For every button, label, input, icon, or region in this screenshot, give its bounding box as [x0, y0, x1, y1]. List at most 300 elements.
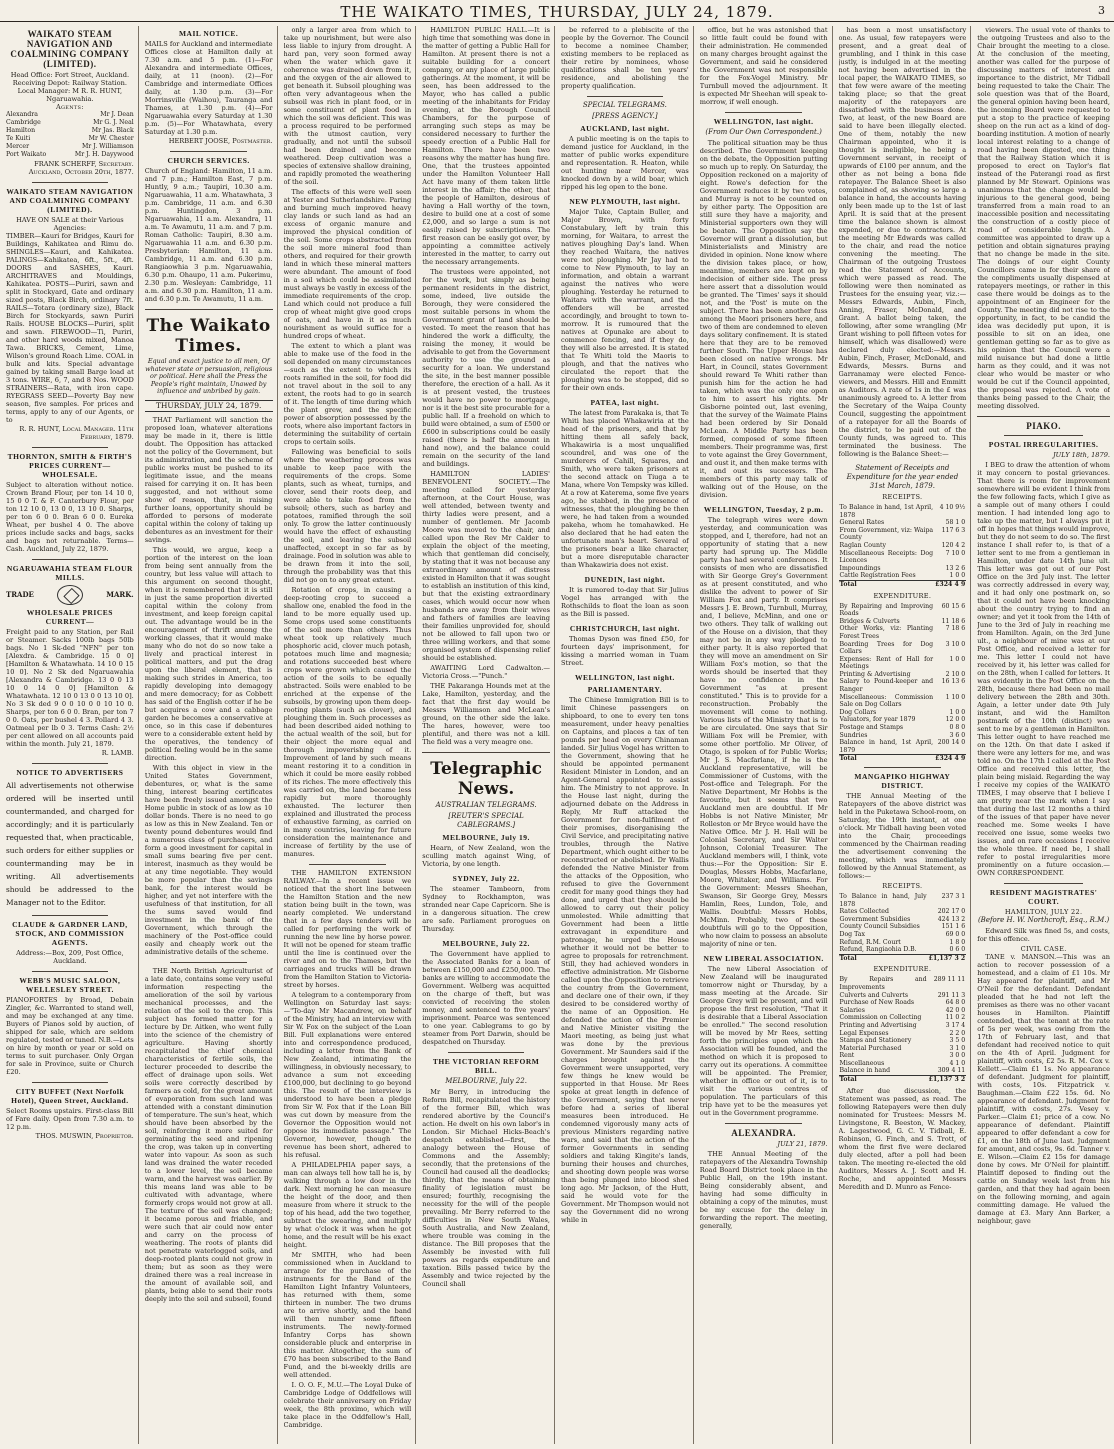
leader-article: [145, 416, 273, 956]
balance-item: Total: [839, 580, 935, 588]
coal-body: TIMBER—Kauri for Bridges, Kauri for Buildings, Kahikatea and Rimu do. SHINGLES—Kauri, and Kahikatea. PALINGS—Kahikatea, 6ft., 5ft., 4ft. DOORS and SASHES, Kauri. ARCHITRAVES and Mouldings, Kahikatea. POSTS—Puriri, sawn and split in Stockyard, Gate and ordinary sized posts, Black Birch, ordinary 7ft. RAILS—Totara (ordinary size), Black Birch for Stockyards, sawn Puriri Rails. HOUSE BLOCKS—Puriri, split and sawn. FIREWOOD—Ti, Puriri, and other hard woods mixed, Manoa Tawa. BRICKS, Cement, Lime, Wilson's ground Roach Lime. COAL in bulk and kits. Special advantage gained by taking small Barge load at 3 tons. WIRE, 6, 7, and 8 Nos. WOOD STRAINERS—Rata, with iron cape. RYEGRASS SEED—Poverty Bay new season, five samples. For prices and terms, apply to any of our Agents, or to: [6, 232, 134, 424]
balance-row: [839, 656, 967, 671]
sydney-head: SYDNEY, July 22.: [452, 874, 520, 883]
church-services: [145, 156, 273, 303]
gardner-ad: [6, 920, 134, 965]
paper-title: The Waikato Times.: [146, 316, 271, 356]
alex-cont: has been a most unsatisfactory one. As usual, few ratepayers were present, and a great deal of grumbling, and I think in this case justly, is indulged in at the meeting not having been advertised in the local paper, the WAIKATO TIMES, so that few were aware of the meeting taking place; so that the great majority of the ratepayers are dissatisfied with the business done. Two, at least, of the new Board are said to have been illegally elected. One of them, notably the new Chairman appointed, who it is thought is ineligible, he being a Government servant, in receipt of upwards of £100 per annum, and the other as not being a bona fide ratepayer. The Balance Sheet is also complained of, as showing so large a balance in hand, the accounts having only been made up to the 1st of last April. It is said that at the present time the balance shown is almost expended, or due to contractors. At the meeting Mr Edwards was called to the chair, and read the notice convening the meeting. The Chairman of the outgoing Trustees read the Statement of Accounts, which were passed as read. The following were then nominated as Trustees for the ensuing year, viz.:—Messrs Edwards, Aubin, Finch, Anning, Fraser, McDonald, and Grant. A ballot being taken, the following, after some wrangling (Mr Grant wishing to poll fifteen votes for himself, which was disallowed) were declared duly elected:—Messrs. Aubin, Finch, Fraser, McDonald, and Edwards, Messrs. Burns and Garranamay were elected Fence-viewers, and Messrs. Hill and Emmitt as Auditors. A rate of 1s in the £ was unanimously agreed to. A letter from the Secretary of the Waipa County Council, suggesting the appointment of a ratepayer for all the Boards of the district, to be paid out of the County funds, was agreed to. This terminated the business. The following is the Balance Sheet:—: [838, 26, 967, 458]
webb-body: PIANOFORTES by Broad, Debain Zingler, &c. Warranted to stand well, and may be exchanged at any time. Buyers of Pianos sold by auction, of shipped for sale, which are seldom regulated, tested or tuned. N.B.—Lets on hire by month or year or sold on terms to suit purchaser. Only Organ for sale in Province, suite or Church £20.: [6, 996, 134, 1076]
agent-name: Mr J. Williamson: [81, 143, 134, 150]
parl-body: The Chinese Immigration Bill is to limit Chinese passengers on shipboard, to one to every ten tons measurement, under heavy penalties on Captains, and places a tax of ten pounds per head on every Chinaman landed. Sir Julius Vogel has written to the Government, showing that he should be appointed permanent Resident Minister in London, and an Agent-General appointed to assist him. The Ministry to not approve. In the House last night, during the adjourned debate on the Address in Reply, Mr Ruff attacked the Government for non-fulfilment of their promises, disorganising the Civil Service, and precipitating native troubles, through the Native Department, which ought either to be reconstructed or abolished. Dr Wallis defended the Native Minister from the attacks of the Opposition, who refused to give the Government credit for many good things they had done, and urged that they should be allowed to carry out their policy unmolested. While admitting that Government had been a little extravagant in expenditure and patronage, he urged the House whether it would not be better to agree to proposals for retrenchment. Still, they had achieved wonders in effective administration. Mr Gisborne called upon the Opposition to retrieve the country from the Government, and declare one of their own, if they desired to be considered worthy of the name of an Opposition. He defended the action of the Premier and Native Minister visiting the Maori meeting, as being just what was done by the previous Government. Mr Saunders said if the charges brought against the Government were unsupported, very few things he knew would be supported in that House. Mr Rees spoke at great length in defence of the Government, saying that never before had a series of liberal measures been introduced. He condemned vigorously many acts of previous Ministers regarding native wars, and said that the action of the former Governments in sending soldiers and taking Kingite's lands, burning their houses and churches, and shooting down people was worse than being plunged into blood shed long ago. Mr Jackson, of the Hutt, said he would vote for the Government. Mr Thompson would not say the Government did no wrong while in: [561, 696, 689, 1224]
paper-motto: Equal and exact justice to all men, Of whatever state or persuasion, religious or political. Here shall the Press the People's right maintain, Unawed by influence and unbribed by gain.: [145, 357, 273, 396]
lib-head: NEW LIBERAL ASSOCIATION.: [703, 954, 824, 963]
balance-row: [839, 976, 967, 991]
pakanga-para: THE Pakaranga Hounds met at the Lake, Hamilton, yesterday, and the fact that the first day would be Messrs Williamson and McLean's ground, on the other side the lake. The hares, however, were too plentiful, and there was not a kill. The field was a very meagre one.: [422, 682, 550, 746]
agent-row: [6, 119, 134, 127]
mang-cont2: viewers. The usual vote of thanks to the outgoing Trustees and also to the Chair brought the meeting to a close. At the conclusion of the meeting, another was called for the purpose of discussing matters of interest and importance to the district, Mr Tidball being requested to take the Chair. The sole question was that of the Board, the general opinion having been heard, the incoming Board were requested to put a stop to the practice of keeping sheep on the run act as a kind of dog-boarding institution. A motion of nearly local interest relating to a change of road having been digested, one thing that the Railway Station which it is proposed to erect on Taylor's flat instead of the Paterangi road as first planned by Mr Stewart. Opinions was unanimous that the change would be injurious to the general good, being transferred from a main road to an inaccessible position and necessitating the construction of a costly piece of road of considerable length. A committee was appointed to draw up a petition and obtain signatures praying that no change be made in the site. The doings of our eight County Councillors came in for their share of the compliments usually dispensed at ratepayers meetings, or rather in this case there would be doings as to the appointment of an Engineer for the County. The meeting did not rise to the opportunity, in fact, to be candid the idea was decidedly put upon, it is possible to sit on an idea, one gentleman getting so far as to give as his opinion that the Council were a mild nuisance but had done a little harm as they could, and it was not clear who would be master or who would be cut if the Council appointed, the proposal was rejected. A vote of thanks being passed to the Chair, the meeting dissolved.: [977, 26, 1110, 410]
notice-body: All advertisements not otherwise ordered will be inserted until countermanded, and charged for accordingly; and it is particularly requested that, when practicable, such orders for either supplies or countermanding may be in writing. All advertisements should be addressed to the Manager not to the Editor.: [6, 781, 134, 907]
balance-row: [839, 939, 967, 947]
balance-amount: £1,137 3 2: [928, 1076, 966, 1084]
melb1-body: Hearn, of New Zealand, won the sculling match against Wing, of Victoria, by one length.: [422, 844, 550, 868]
balance-amount: 3 1 0: [949, 1044, 966, 1052]
mang-head: MANGAPIKO HIGHWAY DISTRICT.: [854, 772, 951, 790]
balance-amount: £324 4 9: [935, 755, 966, 763]
agent-row: [6, 127, 134, 135]
balance-amount: 7 18 6: [945, 625, 966, 633]
divider: [32, 763, 109, 764]
balance-amount: 1 0 0: [949, 572, 966, 580]
balance-amount: 117 6 3: [941, 526, 966, 534]
melbourne-1: [422, 833, 550, 868]
agent-place: Mercer: [6, 143, 30, 150]
balance-row: [839, 641, 967, 656]
parl-cont: office, but he was astonished that so little fault could be found with their administration. He commended on many charges brought against the Government, and said he considered the Government was not responsible for the Fox-Vogel Ministry. Mr Turnbull moved the adjournment. It is expected Mr Sheehan will speak to-morrow, if well enough.: [699, 26, 828, 106]
divider: [448, 1052, 525, 1053]
patea-head: PATEA, last night.: [590, 398, 660, 407]
church-head: CHURCH SERVICES.: [167, 156, 250, 165]
balance-row: [839, 1022, 967, 1030]
balance-item: Cattle Registration Fees: [839, 572, 916, 580]
benefit-para: HAMILTON LADIES' BENEVOLENT SOCIETY.—The meeting called for yesterday afternoon, at the Court House, was well attended, between twenty and thirty ladies were present, and a number of gentlemen. Mr Jacomb Moore was moved to the chair, and called upon the Rev Mr Calder to explain the object of the meeting, which that gentleman did concisely, by stating that it was not because any extraordinary amount of distress existed in Hamilton that it was sought to establish an institution of this kind, but that the existing extraordinary cases, which would occur now when husbands are away from their wives and fathers of families are leaving their families unprovided for, should not be allowed to fall upon two or three willing workers, and that some organised system of dispensing relief should be established.: [422, 470, 550, 662]
column-2: [145, 26, 278, 1444]
balance-amount: 2 2 0: [949, 1029, 966, 1037]
balance-row: [839, 527, 967, 542]
mang-exp-label: EXPENDITURE.: [873, 965, 932, 974]
balance-row: [839, 504, 967, 519]
agriculture-continued: [284, 26, 412, 858]
wellington-news: [700, 117, 828, 499]
balance-amount: 11 18 6: [941, 617, 966, 625]
balance-item: Refund, R.M. Court: [839, 938, 901, 946]
agent-row: [6, 135, 134, 143]
mang-expenditure-table: [839, 976, 967, 1083]
gardner-head: CLAUDE & GARDNER LAND, STOCK, AND COMMISSION AGENTS.: [12, 920, 128, 947]
alexandra-report: [700, 1128, 828, 1230]
balance-row: [839, 565, 967, 573]
mang-receipts-label: RECEIPTS.: [882, 882, 923, 890]
balance-amount: 58 1 0: [945, 519, 966, 527]
balance-item: Purchase of New Roads: [839, 999, 915, 1007]
alex-date: JULY 21, 1879.: [777, 1140, 828, 1148]
rm-court: [977, 888, 1110, 1225]
balance-item: Printing and Advertising: [839, 1021, 917, 1029]
leader-para: THAT Parliament will sanction the proposed loan, whatever alterations may be made in it, there is little doubt. The Opposition has attacked not the policy of the Government, but its administration, and the scheme of public works must be pushed to its legitimate issue, and the means raised for carrying it on. It has been suggested, and not without some show of reason, that, in raising further loans, opportunity should be afforded to persons of moderate capital within the colony of taking up debentures as an investment for their savings.: [144, 415, 273, 544]
balance-item: Other Works, viz: Planting Forest Trees: [839, 625, 934, 640]
divider: [725, 1123, 802, 1124]
wholesale-body: Freight paid to any Station, per Rail or Steamer. Sacks 100lb bags 50lb bags. No 1 Sk-ded "NFN" per ton [Alexdra. & Cambridge. 15 0 0] [Hamilton & Whatawhata. 14 10 0 15 10 0]. No 2 Sk ded Ngaruawahia [Alexandra & Cambridge. 13 0 0 13 10 0 14 0 0] [Hamilton & Whatawhata. 12 10 0 13 0 0 13 10 0]. No 3 Sk ded 9 0 0 10 0 0 10 10 0. Sharps, per ton 6 0 0. Bran, per ton 7 0 0. Oats, per bushel 4 3. Pollard 4 3. Oatmeal per lb 0 3. Terms Cash: 2½ per cent allowed on all accounts paid within the month. July 21, 1879.: [6, 628, 134, 748]
balance-amount: 3 17 4: [945, 1021, 966, 1029]
balance-amount: 2 10 0: [945, 670, 966, 678]
patea-news: [561, 398, 689, 569]
balance-item: County Council Subsidies: [839, 923, 920, 931]
mang-body: THE Annual Meeting of the Ratepayers of the above district was held in the Puketawa School-room, on Saturday, the 19th instant, at one o'clock. Mr Tidball having been voted into the Chair, proceedings commenced by the Chairman reading the advertisement convening the meeting, which was immediately followed by the Annual Statement, as follows:—: [838, 792, 967, 880]
balance-row: [839, 908, 967, 916]
wgtn2-body: The political situation may be thus described. The Government keeping on the debate, the Opposition putting so much up to reply. On Saturday, the Opposition reckoned on a majority of eight. Rowe's defection for the Government reduces it by two votes, and Murray is not to be counted on by either party. The Opposition are still sure they have a majority, and Ministerial supporters own they will be beaten. The Opposition say the Governor will grant a dissolution, but Ministerialists and Ministry are divided in opinion. None know where the division takes place, or how, meantime, members are kept on by indecision of either side. The press here assert that a dissolution would be granted. The 'Times' says it should not, and the 'Post' is mute on the subject. There has been another fuss among the Maori prisoners here, and two of them are condemned to eleven days solitary confinement. It is stated here that they are to be removed further South. The Upper House has been closed on native wrongs. Mr Hart, in Council, states Government should reward Te Whiti rather than punish him for the action he had taken, which was the only one open to him to assert his rights. Mr Gisborne pointed out, last evening, that the survey of the Waimate Plains had been ordered by Sir Donald McLean. A Middle Party has been formed, composed of some fifteen members. Their programme was, first to vote against the Grey Government, and oust it, and then make terms with it, and oust its successors. The members of this party may talk of walking out of the House, on the division.: [699, 139, 828, 499]
wgtn3-head: WELLINGTON, Tuesday, 2 p.m.: [703, 505, 824, 514]
divider: [309, 864, 386, 865]
balance-amount: 4 1 0: [949, 1059, 966, 1067]
balance-row: [839, 1052, 967, 1060]
balance-total-row: [839, 755, 967, 763]
parliamentary-continued: [700, 26, 828, 106]
balance-amount: 7 10 0: [945, 549, 966, 557]
balance-item: Salary to Pound-keeper and Ranger: [839, 678, 934, 694]
balance-amount: 64 8 0: [945, 999, 966, 1007]
alex-stmt-title: Statement of Receipts and Expenditure for the year ended 31st March, 1879.: [846, 464, 959, 490]
alex-receipts-label: RECEIPTS.: [882, 493, 923, 501]
balance-item: By Repairs and Improvements: [839, 976, 927, 991]
chch-body: Thomas Dyson was fined £50, for fourteen days' imprisonment, for kissing a married woman in Tuam Street.: [561, 635, 689, 667]
balance-amount: 202 17 0: [937, 908, 966, 916]
nply-head: NEW PLYMOUTH, last night.: [569, 197, 681, 206]
balance-amount: 4 10 9½: [939, 504, 966, 511]
agent-place: Te Kuiti: [6, 135, 31, 142]
leader-para: This would, we argue, keep a portion of the interest on the loan from being sent annually from the country, but less value will attach to this argument on second thought, when it is remembered that it is still in just the same proportion diverted capital within the colony from investment, and keep foreign capital out. The advantage would be in the encouragement of thrift among the working classes, that it would make many who do not do so now take a lively and practical interest in political matters, and put the drag upon the liberal element, that is making such strides in America, too rapidly developing into demagogy and mere democracy; for as Cobbett has said of the English cotter if he be but acquires a cow and a cabbage garden he becomes a conservative at once, so in this case if debentures were to a considerable extent held by the operatives, the tendency of political feeling would be in the same direction.: [144, 545, 273, 762]
hall-para: HAMILTON PUBLIC HALL.—It is high time that something was done in the matter of getting a Public Hall for Hamilton. At present there is not a suitable building for a concert company, or any place of large public gatherings. At the moment, it will be seen, has been addressed to the Mayor, who has called a public meeting of the inhabitants for Friday evening, at the Borough Council Chambers, for the purpose of arranging such steps as may be considered necessary to further the speedy erection of a Public Hall for Hamilton. There have been two reasons why the matter has hung fire. One, that the trustees appointed under the Hamilton Volunteer Hall Act have many of them taken little interest in the affair; the other, that the people of Hamilton, desirous of having a Hall worthy of the town, desire to build one at a cost of some £2,000, and so large a sum is not easily raised by subscriptions. The first reason can be easily got over, by appointing a committee actively interested in the matter, to carry out the necessary arrangements.: [422, 26, 550, 266]
divider: [1004, 883, 1084, 884]
balance-amount: 3 5 0: [949, 1037, 966, 1045]
auckland-news: [561, 124, 689, 191]
agents-title: Agents:: [55, 103, 84, 111]
mills-ad: [6, 564, 134, 757]
nply-body: Major Tuke, Captain Buller, and Major Brown, with forty Constabulary, left by train this morning, for Waitara, to arrest the natives ploughing Day's land. When they reached Waitara, the natives were not ploughing. Mr Jay had to come to New Plymouth, to lay an information, and obtain a warrant against the natives who were ploughing. Yesterday he returned to Waitara with the warrant, and the offenders will be arrested accordingly, and brought to town to-morrow. It is rumoured that the natives at Opunake are about to commence fencing, and if they do, they will also be arrested. It is stated that Te Whiti told the Maoris to plough, and that the natives who circulated the report that the ploughing was to be stopped, did so for their own ends.: [561, 208, 689, 392]
rm-civil-head: CIVIL CASE.: [1020, 945, 1067, 953]
balance-total-row: [839, 580, 967, 588]
masthead: [0, 0, 1114, 22]
balance-amount: 13 2 6: [945, 564, 966, 572]
buffet-ad: [6, 1087, 134, 1140]
balance-amount: 289 11 11: [933, 976, 966, 984]
balance-row: [839, 572, 967, 580]
agri-para: only a larger area from which to take up nourishment, but were also less liable to injury from drought. A hard pan, very soon formed away when the water which gave it coherence was drained down from it, and the oxygen of the air allowed to get beneath it. Subsoil ploughing was often very advantageous when the subsoil was rich in plant food, or in some constituent of plant food in which the soil was deficient. This was a process required to be performed with the utmost caution, very gradually, and not until the subsoil had been drained and become weathered. Deep cultivation was a species of extensive shallow draining, and rapidly promoted the weathering of the soil.: [283, 26, 412, 186]
alex-head: ALEXANDRA.: [731, 1128, 796, 1138]
rm-head: RESIDENT MAGISTRATES' COURT.: [989, 888, 1098, 906]
hall-para: The trustees were appointed, not for the work, but simply as being permanent residents in the district, some, indeed, live outside the Borough, they were considered the most suitable persons in whom the Government grant of land should be vested. To meet the reason that has hindered the work a difficulty, the raising the money, it would be advisable to get from the Government authority to use the ground as security for a loan. We understand the site, in the best manner possible therefore, the erection of a hall. As it is at present vested, the trustees would have no power to mortgage, nor is it the best site procurable for a public hall. If a freehold on which to build were obtained, a sum of £500 or £600 in subscriptions could be easily raised (there is half the amount in hand now), and the balance could remain on the security of the land and buildings.: [422, 268, 550, 468]
wholesale-head: WHOLESALE PRICES CURRENT—: [26, 608, 113, 626]
band-para: Mr SMITH, who had been commissioned when in Auckland to arrange for the purchase of the instruments for the Band of the Hamilton Light Infantry Volunteers, has returned with them, some thirteen in number. The two drums are to arrive shortly, and the band will then number some fifteen instruments. The newly-formed Infantry Corps has shown considerable pluck and enterprise in this matter. Altogether, the sum of £70 has been subscribed to the Band Fund, and the bi-weekly drills are well attended.: [283, 1251, 412, 1379]
notice-ad: [6, 768, 134, 909]
balance-row: [839, 992, 967, 1000]
alex-receipts-table: [839, 504, 967, 589]
reform-head: THE VICTORIAN REFORM BILL.: [432, 1057, 540, 1075]
balance-amount: 1 0 0: [949, 655, 966, 663]
sydney-body: The steamer Tambeorn, from Sydney to Rockhampton, was stranded near Cape Capricorn. She is in a dangerous situation. The crew are safe. Parliament prorogues on Thursday.: [422, 885, 550, 933]
parliamentary-news: [561, 673, 689, 1224]
piako-head: PIAKO.: [1026, 421, 1061, 431]
balance-row: [839, 550, 967, 565]
balance-item: Sundries: [839, 731, 868, 739]
column-5: [561, 26, 694, 1444]
balance-item: Boarding Trees for Dog Collars: [839, 640, 934, 656]
balance-item: Balance in hand: [839, 1067, 891, 1075]
auck-body: A public meeting is on the tapis to demand justice for Auckland, in the matter of public works expenditure and representation. R. Heaton, while out hunting near Mercer, was knocked down by a wild boar, which ripped his leg open to the bone.: [561, 135, 689, 191]
webb-head: WEBB'S MUSIC SALOON, WELLESLEY STREET.: [19, 976, 121, 994]
balance-row: [839, 1007, 967, 1015]
balance-row: [839, 916, 967, 924]
balance-item: Culverts and Culverts: [839, 991, 909, 999]
auck-head: AUCKLAND, last night.: [580, 124, 670, 133]
balance-item: Miscellaneous: Commission Sale on Dog Collars: [839, 693, 934, 709]
balance-item: Rent: [839, 1052, 855, 1060]
mail-head: MAIL NOTICE.: [178, 29, 239, 38]
balance-amount: 1 0 0: [949, 708, 966, 716]
balance-row: [839, 1037, 967, 1045]
wgtn3-body: The telegraph wires were down yesterday, and communication was stopped, and I, therefore, had not an opportunity of stating that a new party had sprung up. The Middle party has had several conferences. It consists of men who are dissatisfied with Sir George Grey's Government as at present constituted, and who dislike the advent to power of Sir William Fox and party. It comprises Messrs J. E. Brown, Turnbull, Murray, and, I believe, McMinn, and one or two others. They talk of walking out of the House on a division, that they may not be in any way pledged to either party. It is also reported that they will move an amendment on Sir William Fox's motion, so that the words should be inserted that they have no confidence in the Government "as at present constituted." This is to provide for a reconstruction. Probably the movement will come to nothing. Various lists of the Ministry that is to be are circulated. One says that Sir William Fox will be Premier, with some other portfolio. Mr Oliver, of Otago, is spoken of for Public Works; Mr J. S. Macfarlane, if he is the Auckland representative, will be Commissioner of Customs, with the Post-office and Telegraph. For the Native Department, Mr Hobbs is the favourite, but it seems that two Auckland men are doubtful. If Mr Hobbs is not Native Minister, Mr Rolleston or Mr Bryce would have the Native Office. Mr J. H. Hall will be Colonial Secretary, and Sir Walter Johnson, Colonial Treasurer. The Auckland members will, I think, vote thus:—For the Opposition: Sir E. Douglas, Messrs Hobbs, Macfarlane, Moore, Whitaker, and Williams. For the Government: Messrs Sheehan, Swanson, Sir George Grey, Messrs Hamlin, Rees, Lundon, Tole, and Wallis. Doubtful: Messrs Hobbs, McMinn. Probably, two of these doubtfuls will go to the Opposition, who now claim to possess an absolute majority of nine or ten.: [699, 516, 828, 948]
column-3: [284, 26, 417, 1444]
trade-mark: [6, 585, 134, 605]
divider: [32, 915, 109, 916]
coal-ad: [6, 187, 134, 441]
balance-row: [839, 694, 967, 709]
balance-total-row: [839, 1076, 967, 1084]
balance-row: [839, 716, 967, 724]
thornton-ad: [6, 452, 134, 553]
postal-date: JULY 18th, 1879.: [1053, 451, 1110, 459]
balance-amount: 12 0 0: [945, 716, 966, 724]
lodge-para: I. O. O. F., M.U.—The Loyal Duke of Cambridge Lodge of Oddfellows will celebrate their anniversary on Friday week, the 8th proximo, which will take place in the Oddfellow's Hall, Cambridge.: [283, 1381, 412, 1429]
balance-item: Legal Expenses: [839, 1029, 889, 1037]
rm-date: HAMILTON, JULY 22.: [1004, 908, 1083, 916]
balance-item: Total: [839, 954, 928, 962]
agri-para: Rotation of crops, in causing a deep-rooting crop to succeed a shallow one, enabled the food in the land to be more equally used up. Some crops used some constituents of the soil more than others. Thus wheat took up relatively much phosphoric acid, clover much potash, potatoes much lime and magnesia; and rotations succeeded best where crops were grown which caused the action of the soils to be equally abstracted. Soils were enabled to be enriched at the expense of the subsoils, by growing upon them deep-rooting plants (such as clover), and ploughing them in. Such processes as had been described aided nothing to the actual wealth of the soil, but for their object the more equal and thorough impoverishing of it. Improvement of land by such means meant restoring it to a condition in which it could be more easily robbed of its riches. The more effectively this was carried on, the land became less rapidly but more thoroughly exhausted. The lecturer then explained and illustrated the process of exhaustive farming, as carried on in many countries, leaving for future consideration the maintenance and increase of fertility by the use of manures.: [283, 586, 412, 858]
balance-row: [839, 923, 967, 931]
patea-body: The latest from Parakaka is, that Te Whiti has placed Whakawiria at the head of the prisoners, and that by hitting them all safely back, Whakawiria is a most unqualified scoundrel, and was one of the murderers of Cahill, Squares, and Smith, who were taken prisoners at the second attack on Tiuga a te Mana, where Von Tempsky was killed. At a row at Katerema, some five years ago, he stabbed, in the presence of witnesses, that the ploughing be then were, he had taken from a wounded pakeha, whom he tomahawked. He also declared that he had eaten the unfortunate man's heart. Several of the prisoners bear a like character, but a more disreputable character than Whakawiria does not exist.: [561, 409, 689, 569]
balance-item: Postage and Stamps: [839, 724, 904, 732]
trade-mark-icon: [57, 585, 83, 605]
divider: [977, 416, 1110, 417]
rm-sub: (Before H. W. Northcroft, Esq., R.M.): [977, 916, 1110, 924]
balance-row: [839, 1060, 967, 1068]
balance-item: Raglan County: [839, 541, 886, 549]
balance-amount: 1 10 0: [945, 693, 966, 701]
notice-head: NOTICE TO ADVERTISERS: [16, 768, 124, 777]
agent-name: Mr J. Dean: [100, 111, 134, 118]
balance-amount: 3 10 0: [945, 640, 966, 648]
balance-amount: 151 1 6: [941, 923, 966, 931]
coal-sig: R. R. HUNT, Local Manager. 11th February, 1879.: [19, 425, 134, 441]
balance-item: Government Subsidies: [839, 915, 911, 923]
rm-drunk: Edward Silk was fined 5s, and costs, for this offence.: [977, 927, 1110, 943]
rm-body: TANE v. MANSON.—This was an action to recover possession of a homestead, and a claim of £1 10s. Mr Hay appeared for plaintiff, and Mr O'Neil for the defendant. Defendant pleaded that he had not left the premises as there was no other vacant houses in Hamilton. Plaintiff contended, that the tenant at the rate of 5s per week, was owing from the 17th of February last, and that defendant had received notice to quit on the 4th of April. Judgment for plaintiff, with costs, £2 5s. R. M. Cox v. Kellett.—Claim £1 1s. No appearance of defendant. Judgment for plaintiff, with costs, 10s. Fitzpatrick v. Baughman.—Claim £22 15s. 6d. No appearance of defendant. Judgment for plaintiff, with costs, 27s. Vesey v. Parker.—Claim £1; price of a cow. No appearance of defendant. Plaintiff appeared to offer defendant a cow for £1, on the 18th of June last. Judgment for amount, and costs, 9s. 6d. Tanner v. E. Wilson.—Claim £2 15s for damage done by cows. Mr O'Neil for plaintiff. Plaintiff deposed to finding out the cattle on Sunday week last from his garden, and that they had again been on the following morning, and again committing damage. He valued the damage at £3. Mary Ann Barker, a neighbour, gave: [977, 953, 1110, 1225]
gardner-body: Address:—Box, 209, Post Office, Auckland.: [16, 949, 124, 965]
webb-ad: [6, 976, 134, 1076]
balance-item: Salaries: [839, 1006, 865, 1014]
coal-sub: HAVE ON SALE at their Various Agencies:: [16, 216, 124, 232]
buffet-sig: THOS. MUSWIN, Proprietor.: [35, 1132, 134, 1140]
balance-row: [839, 1030, 967, 1038]
balance-item: Impoundings: [839, 564, 881, 572]
reform-cont: be referred to a plebiscite of the people by the Governor. The Council to become a nominee Chamber, existing members to be replaced as their retire by nominees, whose qualifications shall be ten years' residence, and abolishing the property qualification.: [561, 26, 689, 90]
agent-place: Cambridge: [6, 119, 41, 126]
telegraph-title: Telegraphic News.: [430, 759, 542, 799]
christchurch-news: [561, 624, 689, 667]
balance-item: Rates Collected: [839, 908, 889, 916]
divider: [32, 1082, 109, 1083]
mail-sig: HERBERT JOOSE, Postmaster.: [168, 137, 273, 145]
balance-row: [839, 893, 967, 908]
balance-item: Bridges & Culverts: [839, 617, 900, 625]
dunedin-body: It is rumored to-day that Sir Julius Vogel has arranged with the Rothschilds to float the loan as soon as the Bill is passed.: [561, 586, 689, 618]
thornton-body: Subject to alteration without notice. Crown Brand Flour, per ton 14 10 0, 15 0 0 T. & F. Canterbury Flour, per ton 12 10 0, 13 0 0, 13 10 0. Sharps, per ton 6 0 0. Bran 6 0 0. Eureka Wheat, per bushel 4 0. The above prices include sacks and bags, sacks and bags not returnable. Terms—Cash. Auckland, July 22, 1879.: [6, 481, 134, 553]
page-number: 3: [1098, 4, 1106, 17]
parl-head: PARLIAMENTARY.: [587, 685, 663, 694]
balance-row: [839, 519, 967, 527]
railway-item: [284, 869, 412, 1429]
balance-row: [839, 724, 967, 732]
balance-amount: 69 0 0: [945, 930, 966, 938]
balance-row: [839, 1045, 967, 1053]
melb1-head: MELBOURNE, July 19.: [442, 833, 530, 842]
masthead-title: THE WAIKATO TIMES, THURSDAY, JULY 24, 1879.: [340, 3, 774, 21]
balance-row: [839, 732, 967, 740]
divider: [170, 962, 247, 963]
agri-para: The extent to which a plant was able to make use of the food in the soil depended on many circumstances—such as the extent to which its roots ramified in the soil, for food did not travel about in the soil to any extent, the roots had to go in search of it. The length of time during which the plant grew, and the specific power of absorption possessed by the roots, where also important factors in determining the suitability of certain crops to certain soils.: [283, 342, 412, 446]
balance-item: Miscellaneous Receipts: Dog Licences: [839, 549, 934, 565]
balance-amount: 120 4 2: [941, 541, 966, 549]
postal-irregularities: [977, 440, 1110, 877]
balance-row: [839, 931, 967, 939]
agent-name: Mr Jas. Black: [91, 127, 134, 134]
balance-item: Printing & Advertising: [839, 670, 911, 678]
steam-sig: FRANK SCHERFF, Secretary. Auckland, October 20th, 1877.: [28, 160, 134, 176]
balance-row: [839, 678, 967, 693]
divider: [32, 971, 109, 972]
agents-list: [6, 111, 134, 159]
reform-bill: [422, 1057, 550, 1288]
local-items: [422, 26, 550, 746]
column-6: [700, 26, 833, 1444]
thornton-head: THORNTON, SMITH & FIRTH'S PRICES CURRENT—WHOLESALE.: [7, 452, 133, 479]
buffet-head: CITY BUFFET (Next Norfolk Hotel), Queen Street, Auckland.: [11, 1087, 129, 1105]
dunedin-head: DUNEDIN, last night.: [584, 575, 666, 584]
balance-row: [839, 999, 967, 1007]
balance-total-row: [839, 954, 967, 962]
balance-amount: 291 11 3: [937, 991, 966, 999]
agri-para: The effects of this were well seen at Yester and Sutherlandshire. Paring and burning much improved heavy clay lands or such land as had an excess of organic manure and improved the physical condition of the soil. Some crops abstracted from the soil more mineral food than others, and required for their growth land in which these mineral matters were abundant. The amount of food in a soil which could be assimilated must always be vastly in excess of the immediate requirements of the crop. Land which could not produce a full crop of wheat might give good crops of oats, and have in it as much nourishment as would suffice for a hundred crops of wheat.: [283, 188, 412, 340]
balance-row: [839, 739, 967, 755]
railway-para: THE HAMILTON EXTENSION RAILWAY.—In a recent issue we noticed that the short line between the Hamilton Station and the new station being built in the town, was nearly completed. We understand that in a few days tenders will be called for performing the work of running the new line by horse power. It will not be opened for steam traffic until the line is continued over the river and on to the Thames, but the carriages and trucks will be drawn from the Hamilton Station to Victoria-street by horses.: [283, 869, 412, 989]
agent-place: Port Waikato: [6, 151, 47, 158]
agent-row: [6, 111, 134, 119]
special-head: SPECIAL TELEGRAMS.: [582, 101, 667, 109]
balance-amount: £1,137 3 2: [928, 954, 966, 962]
balance-item: Miscellaneous: [839, 1059, 885, 1067]
reform-body: Mr Berry, in introducing the Reform Bill, recapitulated the history of the former Bill, which was rendered abortive by the Council's action. He dwelt on his own labor's in London. Sir Michael Hicks-Beach's despatch established—first, the analogy between the House of Commons and the Assembly; secondly, that the pretensions of the Council had caused all the deadlocks; thirdly, that the means of obtaining finality of legislation must be ensured; fourthly, recognising the necessity for the will of the people prevailing. Mr Berry referred to the difficulties in New South Wales, South Australia, and New Zealand, where trouble was coming in the distance. The Bill proposes that the Assembly be invested with full powers as regards expenditure and taxation. Bills passed twice by the Assembly and twice rejected by the Council shall: [422, 1088, 550, 1288]
balance-item: General Rates: [839, 519, 885, 527]
agent-name: Mr W. Chester: [88, 135, 134, 142]
balance-amount: 0 8 0: [949, 724, 966, 732]
leader-para: With this object in view in the United States Government, debentures, or, what is the same thing, interest bearing certificates have been freely issued amongst the Home public in stock of as low as 10 dollar bonds. There is no need to go as low as this in New Zealand. Ten or twenty pound debentures would find a numerous class of purchasers, and form a good investment for capital in small sums bearing five per cent. interest, inasmuch as they would be at any time negotiable. They would be more popular than the savings bank, for the interest would be higher, and yet not interfere with the usefulness of that institution, for all the sums saved would find investment in the bank of the Government, which through the machinery of the Post-office could easily and cheaply work out the administrative details of the scheme.: [144, 763, 273, 956]
balance-item: From Government, viz: Waipa County: [839, 526, 934, 542]
wellington-tuesday: [700, 505, 828, 948]
balance-item: To Balance in hand, July 1878: [839, 893, 927, 908]
aus-sub: [REUTER'S SPECIAL CABLEGRAMS.]: [448, 812, 524, 829]
divider: [32, 447, 109, 448]
phila-para: A PHILADELPHIA paper says, a man can always tell how tall he is, by walking through a low door in the dark. Next morning he can measure the height of the door, and then measure from where it struck to the top of his head, add the two together, subtract the swearing, and multiply by what o'clock it was when he got home, and the result will be his exact height.: [283, 1161, 412, 1249]
aus-head: AUSTRALIAN TELEGRAMS.: [435, 801, 537, 809]
postal-body: I BEG to draw the attention of whom it may concern to postal grievances. That there is room for improvement somewhere will be evident I think from the few following facts, which I give as a sample out of many others I could mention. I had intended long ago to take up the matter, but I always put it off in hopes that things would improve, but they do not seem to do so. The first instance I shall refer to, is that of a letter sent to me from a gentleman in Hamilton, under date 14th June ult. This letter was got out of our Post Office on the 3rd July inst. The letter was correctly addressed in every way, and it had only one postmark on, so that it could not have been knocking about the country trying to find an owner; and yet it took from the 14th of June to the 3rd of July in reaching me from Hamilton. Again, on the 3rd June ult., a neighbour of mine was at our Post Office, and received a letter for me. This letter I could not have received by it, his letter was called for on the 28th, when I called for letters. It was evidently in the Post Office on the 28th, because there had been no mail delivery between the 28th and 30th. Again, a letter under date 9th July instant, and wid the Hamilton postmark of the 10th (distinct) was sent to me by a gentleman in Hamilton. This letter ought to have reached me on the 12th. On that date I asked if there were any letters for me, and was told no. On the 17th I called at the Post Office and received this letter, the plain being mislaid. Regarding the way I receive my copies of the WAIKATO TIMES, I may observe that I believe I am pretty near the mark when I say that during the last 12 months a third of the issues of that paper have never reached me. Some weeks I have received one issue, some weeks two issues, and on rare occasions I receive the whole three. If need be, I shall refer to postal irregularities more prominently on a future occasion.—OWN CORRESPONDENT.: [977, 461, 1110, 877]
balance-amount: 42 0 0: [945, 1006, 966, 1014]
mang-receipts-table: [839, 893, 967, 962]
balance-amount: 60 15 6: [941, 602, 966, 610]
liberal-association: [700, 954, 828, 1117]
balance-item: By Repairing and Improving Roads: [839, 602, 934, 618]
agent-row: [6, 143, 134, 151]
balance-row: [839, 542, 967, 550]
balance-row: [839, 1014, 967, 1022]
paper-date: THURSDAY, JULY 24, 1879.: [145, 400, 273, 412]
divider: [587, 96, 664, 97]
melbourne-2: [422, 939, 550, 1046]
lib-body: The new Liberal Association of New Zealand will be inaugurated tomorrow night or Thursday, by a mass meeting at the Arcade. Sir George Grey will be present, and will propose the first resolution, "That it is desirable that a Liberal Association be enrolled." The second resolution will be moved by Mr Rees, setting forth the principles upon which the Association will be founded, and the method on which it is proposed to carry out its operations. A committee will be appointed. The Premier, whether in office or out of it, is to visit the various centres of population. The particulars of this trip have yet to be the measures yet out in the Government programme.: [699, 965, 828, 1117]
mangapiko-report: [839, 772, 967, 1191]
sydney: [422, 874, 550, 933]
paper-masthead: [145, 316, 273, 412]
divider: [145, 309, 273, 310]
agent-place: Hamilton: [6, 127, 36, 134]
balance-row: [839, 946, 967, 954]
balance-amount: 200 14 0: [937, 739, 966, 747]
balance-amount: £324 4 9: [935, 580, 966, 588]
agri-para: THE North British Agriculturist of a late date, contains some very useful information respecting the amelioration of the soil by various mechanical processes, and the relation of the soil to the crop. This subject has formed matter for a lecture by Dr. Aitken, who went fully into the science of the chemistry of agriculture. Having shortly recapitulated the chief chemical characteristics of fertile soils, the lecturer proceeded to describe the effect of drainage upon soils. Wet soils were correctly described by farmers as cold, for the great amount of evaporation from such land was attended with a constant diminution of temperature. The sun's heat, which should have been absorbed by the soil, reinforcing it more suited for germinating the seed and ripening the crop, was taken up in converting water into vapour. As soon as such land was drained the water receded to a lower level, the soil became warm, and the harvest was earlier. By this means land was able to be cultivated with advantage, where formerly crops would not grow at all. The texture of the soil was changed; it became porous and friable, and were such that air could now enter and carry on the process of weathering. The roots of plants did not penetrate waterlogged soils, and deep-rooted plants could not grow in them; but as soon as they were drained there was a real increase in the amount of available soil, and plants, being able to send their roots deeply into the soil and subsoil, found: [144, 966, 273, 1303]
balance-row: [839, 625, 967, 640]
balance-item: Valuators, for year 1879: [839, 716, 916, 724]
wgtn2-sub: (From Our Own Correspondent.): [705, 128, 822, 136]
divider: [422, 752, 550, 753]
balance-item: Balance in hand, 1st April, 1879: [839, 739, 934, 754]
balance-row: [839, 603, 967, 618]
reform-continued: [561, 26, 689, 90]
steam-head: WAIKATO STEAM NAVIGATION AND COALMINING COMPANY (LIMITED).: [10, 29, 130, 69]
steam-body: Head Office: Fort Street, Auckland. Receiving Depot: Railway Station. Local Manager: M R. R. HUNT, Ngaruawahia.: [10, 71, 130, 103]
balance-item: To Balance in hand, 1st April, 1878: [839, 504, 934, 519]
melb2-body: The Government have applied to the Associated Banks for a loan of between £150,000 and £250,000. The banks are willing to accommodate the Government. Welberg was acquitted on the charge of theft, but was convicted of receiving the stolen money, and sentenced to five years' imprisonment. Pearce was sentenced to one year. Cablegrams to go by steamer from Port Darwin, should be despatched on Thursday.: [422, 950, 550, 1046]
mang-cont: After due discussion, the Statement was passed, as read. The following Ratepayers were then duly nominated for Trustees: Messrs M. Livingstone, R. Beeston, W. Mackey, A. Lagestwood, G. C. V. Tidball, E. Robinson, G. Finch, and S. Trott, of whom the first five were declared duly elected, after a poll had been taken. The meeting re-elected the old Auditors, Messrs A. J. Scott and H. Roche, and appointed Messrs Meredith and D. Munro as Fence-: [838, 1086, 967, 1191]
mills-head: NGARUAWAHIA STEAM FLOUR MILLS.: [6, 564, 133, 582]
newspaper-columns: [6, 26, 1110, 1444]
balance-item: Dog Collars: [839, 708, 877, 716]
balance-amount: 0 6 0: [949, 946, 966, 954]
balance-row: [839, 671, 967, 679]
wgtn2-head: WELLINGTON, last night.: [713, 117, 814, 126]
dunedin-news: [561, 575, 689, 618]
steam-navigation-ad: [6, 29, 134, 176]
balance-item: Commission on Collecting: [839, 1014, 922, 1022]
chch-head: CHRISTCHURCH, last night.: [569, 624, 680, 633]
balance-row: [839, 1067, 967, 1075]
agent-name: Mr J. H. Dayywood: [74, 151, 134, 158]
trade-right: MARK.: [106, 590, 134, 599]
alex-exp-label: EXPENDITURE.: [873, 591, 932, 600]
mail-body: MAILS for Auckland and intermediate Offices close at Hamilton daily at 7.30 a.m. and 5 p.m. (1)—For Alexandra and intermediate Offices, daily, at 11 (noon). (2)—For Cambridge and intermediate Offices daily, at 1.30 p.m. (3)—For Morrinsville (Waihou), Tauranga and Thames, at 1.30 p.m. (4)—For Ngaruawahia every Saturday at 1.30 p.m. (5)—For Whatawhata, every Saturday at 1.30 p.m.: [144, 40, 273, 136]
column-1: [6, 26, 139, 1444]
column-4: [422, 26, 555, 1444]
balance-item: Material Purchased: [839, 1044, 902, 1052]
balance-row: [839, 618, 967, 626]
balance-amount: 237 3 1: [941, 893, 966, 900]
divider: [32, 559, 109, 560]
mangapiko-continued: [977, 26, 1110, 410]
agriculture-article: [145, 967, 273, 1303]
balance-amount: 3 0 0: [949, 1052, 966, 1060]
alex-expenditure-table: [839, 603, 967, 763]
new-plymouth-news: [561, 197, 689, 392]
trade-left: TRADE: [6, 590, 34, 599]
balance-amount: 424 13 2: [937, 915, 966, 923]
agent-name: Mr G. J. Neal: [93, 119, 134, 126]
alexandra-continued: [839, 26, 967, 458]
church-body: Church of England: Hamilton, 11 a.m. and 7 p.m.; Hamilton East, 7 p.m. Huntly, 9 a.m.; Taupiri, 10.30 a.m. Ngaruawahia, 11 a.m. Whatawhata, 3 p.m. Cambridge, 11 a.m. and 6.30 p.m. Huntingdon, 3 p.m. Ngaruawahia, 11 a.m. Alexandra, 11 a.m. Te Awamutu, 11 a.m. and 7 p.m. Roman Catholic: Taupiri, 8.30 a.m. Ngaruawahia 11 a.m. and 6.30 p.m. Presbyterian: Hamilton, 11 a.m. Cambridge, 11 a.m. and 6.30 p.m. Rangiaowhia 3 p.m. Ngaruawahia, 6.30 p.m. Ohaupo, 11 a.m. Pukerimu, 2.30 p.m. Wesleyan: Cambridge, 11 a.m. and 6.30 p.m. Hamilton, 11 a.m. and 6.30 p.m. Te Awamutu, 11 a.m.: [144, 167, 273, 303]
